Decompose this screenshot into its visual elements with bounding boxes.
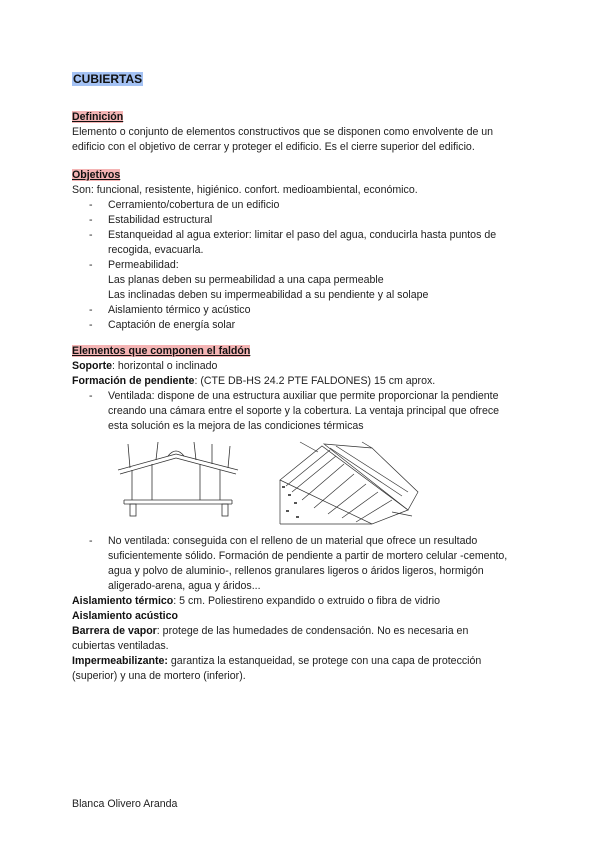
heading-definicion: Definición bbox=[72, 111, 124, 123]
list-item bbox=[72, 213, 532, 228]
list-item bbox=[72, 198, 532, 213]
list-item bbox=[72, 318, 532, 333]
list-item bbox=[72, 228, 532, 258]
list-item-text: agua y polvo de aluminio-, rellenos granulares ligeros o áridos ligeros, hormigón bbox=[108, 565, 484, 577]
list-item-text: - Estanqueidad al agua exterior: limitar el paso del agua, conducirla hasta puntos de bbox=[108, 229, 497, 241]
impermeabilizante-label: Impermeabilizante: bbox=[72, 655, 168, 667]
impermeabilizante-line-2: (superior) y una de mortero (inferior). bbox=[72, 670, 246, 682]
section-definicion bbox=[72, 110, 532, 155]
heading-elementos: Elementos que componen el faldón bbox=[72, 345, 251, 357]
impermeabilizante-line bbox=[72, 654, 532, 669]
list-item-text: Aislamiento térmico y acústico bbox=[108, 304, 251, 316]
list-item-text: esta solución es la mejora de las condiciones térmicas bbox=[108, 420, 364, 432]
list-item-text: aligerado-arena, agua y áridos... bbox=[108, 580, 261, 592]
termico-text: : 5 cm. Poliestireno expandido o extruido o fibra de vidrio bbox=[173, 595, 441, 607]
roof-section-drawing bbox=[72, 440, 532, 526]
impermeabilizante-text: garantiza la estanqueidad, se protege con una capa de protección bbox=[167, 655, 482, 667]
soporte-label: Soporte bbox=[72, 360, 113, 372]
termico-label: Aislamiento térmico bbox=[72, 595, 174, 607]
pendiente-text: : (CTE DB-HS 24.2 PTE FALDONES) 15 cm aprox. bbox=[194, 375, 436, 387]
page-title: CUBIERTAS bbox=[73, 72, 143, 86]
figures-row bbox=[72, 440, 532, 526]
list-item-text: recogida, evacuarla. bbox=[108, 244, 204, 256]
objetivos-list bbox=[72, 198, 532, 333]
list-item-text: suficientemente sólido. Formación de pendiente a partir de mortero celular -cemento, bbox=[108, 550, 508, 562]
acustico-label: Aislamiento acústico bbox=[72, 610, 178, 622]
section-objetivos bbox=[72, 168, 532, 333]
pendiente-line bbox=[72, 374, 532, 389]
objetivos-intro: Son: funcional, resistente, higiénico. confort. medioambiental, económico. bbox=[72, 184, 418, 196]
ventilada-list bbox=[72, 389, 532, 434]
soporte-line bbox=[72, 359, 532, 374]
list-item-text: Las planas deben su permeabilidad a una capa permeable bbox=[108, 274, 384, 286]
acustico-line bbox=[72, 609, 532, 624]
termico-line bbox=[72, 594, 532, 609]
list-item-text: Cerramiento/cobertura de un edificio bbox=[108, 199, 280, 211]
barrera-label: Barrera de vapor bbox=[72, 625, 157, 637]
list-item bbox=[72, 389, 532, 434]
footer-author: Blanca Olivero Aranda bbox=[72, 798, 178, 810]
list-item-text: - Ventilada: dispone de una estructura auxiliar que permite proporcionar la pendiente bbox=[108, 390, 499, 402]
definicion-line: Elemento o conjunto de elementos constructivos que se disponen como envolvente de un bbox=[72, 126, 494, 138]
list-item bbox=[72, 534, 532, 594]
list-item-text: creando una cámara entre el soporte y la cobertura. La ventaja principal que ofrece bbox=[108, 405, 500, 417]
barrera-line bbox=[72, 624, 532, 639]
section-no-ventilada bbox=[72, 534, 532, 684]
barrera-line-2: cubiertas ventiladas. bbox=[72, 640, 169, 652]
list-item-text: Estabilidad estructural bbox=[108, 214, 213, 226]
list-item bbox=[72, 303, 532, 318]
heading-objetivos: Objetivos bbox=[72, 169, 121, 181]
list-item-text: Las inclinadas deben su impermeabilidad a su pendiente y al solape bbox=[108, 289, 429, 301]
pendiente-label: Formación de pendiente bbox=[72, 375, 195, 387]
list-item bbox=[72, 258, 532, 303]
barrera-text: : protege de las humedades de condensación. No es necesaria en bbox=[156, 625, 469, 637]
list-item-text: Captación de energía solar bbox=[108, 319, 236, 331]
no-ventilada-list bbox=[72, 534, 532, 594]
section-elementos bbox=[72, 344, 532, 434]
list-item-text: - Permeabilidad: bbox=[108, 259, 179, 271]
definicion-line: edificio con el objetivo de cerrar y proteger el edificio. Es el cierre superior del edificio. bbox=[72, 141, 475, 153]
list-item-text: - No ventilada: conseguida con el relleno de un material que ofrece un resultado bbox=[108, 535, 478, 547]
soporte-text: : horizontal o inclinado bbox=[112, 360, 218, 372]
